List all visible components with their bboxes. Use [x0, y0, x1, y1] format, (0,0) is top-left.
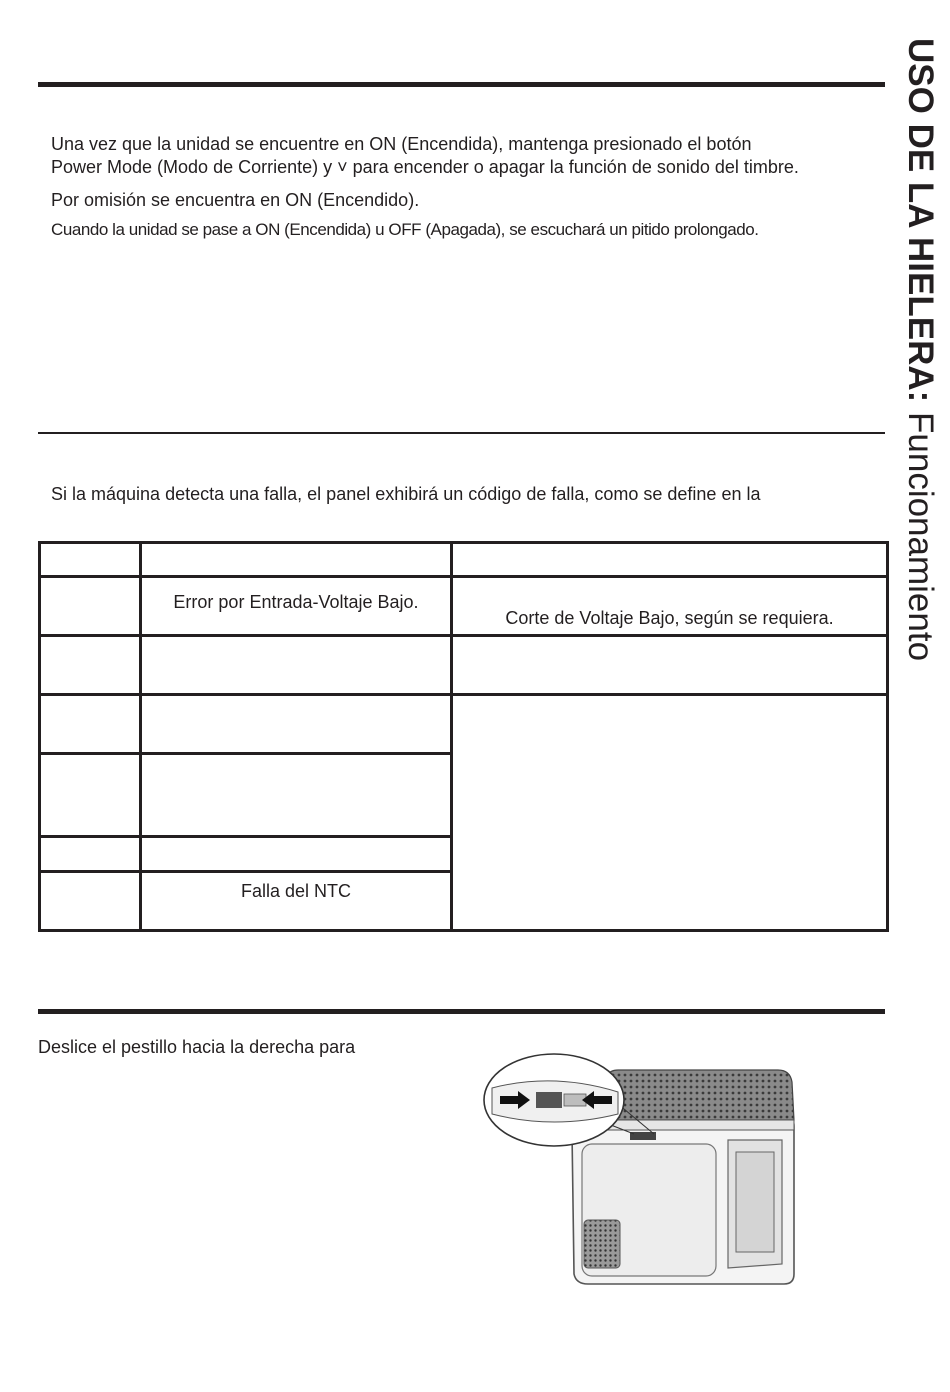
table-cell-merged: [452, 695, 888, 931]
lid-instruction-text: Deslice el pestillo hacia la derecha para: [38, 1037, 356, 1057]
cooler-latch-illustration: [478, 1048, 798, 1296]
table-cell: [141, 636, 452, 695]
table-row: [40, 636, 888, 695]
table-cell: [452, 543, 888, 577]
table-cell: [141, 837, 452, 872]
table-cell: [40, 754, 141, 837]
buzzer-beep-note: Cuando la unidad se pase a ON (Encendida) u OFF (Apagada), se escuchará un pitido prolongado.: [51, 220, 759, 239]
section-divider-fault: [38, 432, 885, 434]
fault-code-table: [38, 541, 889, 932]
table-cell: [141, 543, 452, 577]
fault-intro-text: Si la máquina detecta una falla, el panel exhibirá un código de falla, como se define en la: [51, 484, 761, 504]
section-divider-top: [38, 82, 885, 87]
table-cell: [40, 695, 141, 754]
table-cell: [141, 695, 452, 754]
table-cell: [40, 872, 141, 931]
buzzer-default-note: Por omisión se encuentra en ON (Encendido).: [51, 190, 420, 210]
table-cell: [40, 636, 141, 695]
fault-solution-cell: Corte de Voltaje Bajo, según se requiera.: [452, 577, 888, 636]
table-row: [40, 577, 888, 636]
table-cell: [141, 754, 452, 837]
table-row: [40, 695, 888, 754]
table-header-row: [40, 543, 888, 577]
section-divider-lid: [38, 1009, 885, 1014]
table-cell: [40, 543, 141, 577]
section-title-light: Funcionamiento: [901, 402, 940, 662]
section-title-bold: USO DE LA HIELERA:: [901, 38, 940, 403]
table-cell: [40, 577, 141, 636]
buzzer-paragraph-line2: Power Mode (Modo de Corriente) y ˅ para encender o apagar la función de sonido del timbre.: [51, 157, 799, 177]
buzzer-paragraph-line1: Una vez que la unidad se encuentre en ON (Encendida), mantenga presionado el botón: [51, 134, 752, 154]
table-cell: [40, 837, 141, 872]
section-title: [898, 38, 942, 661]
table-cell: [452, 636, 888, 695]
fault-description-cell: Falla del NTC: [141, 872, 452, 931]
fault-description-cell: Error por Entrada-Voltaje Bajo.: [141, 577, 452, 636]
